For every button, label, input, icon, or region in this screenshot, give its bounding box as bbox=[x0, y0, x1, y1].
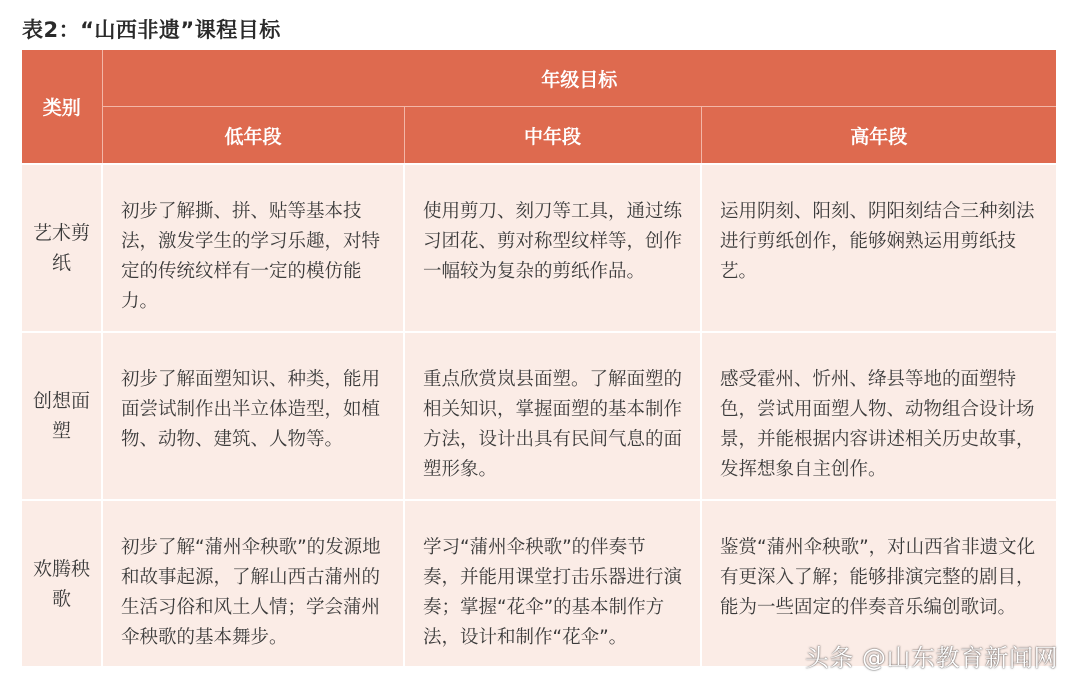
course-goals-table bbox=[22, 50, 1056, 667]
table-row bbox=[22, 164, 1056, 332]
row-category-dough-sculpture: 创想面塑 bbox=[22, 332, 102, 500]
row-category-paper-cutting: 艺术剪纸 bbox=[22, 164, 102, 332]
column-header-middle: 中年段 bbox=[404, 107, 701, 165]
column-header-low: 低年段 bbox=[102, 107, 404, 165]
table-cell: 运用阴刻、阳刻、阴阳刻结合三种刻法进行剪纸创作，能够娴熟运用剪纸技艺。 bbox=[701, 164, 1056, 332]
source-watermark: 头条 @山东教育新闻网 bbox=[804, 644, 1058, 672]
table-cell: 学习“蒲州伞秧歌”的伴奏节奏，并能用课堂打击乐器进行演奏；掌握“花伞”的基本制作方法，设计和制作“花伞”。 bbox=[404, 500, 701, 666]
table-row bbox=[22, 332, 1056, 500]
table-cell: 鉴赏“蒲州伞秧歌”，对山西省非遗文化有更深入了解；能够排演完整的剧目，能为一些固定的伴奏音乐编创歌词。 bbox=[701, 500, 1056, 666]
table-cell: 重点欣赏岚县面塑。了解面塑的相关知识，掌握面塑的基本制作方法，设计出具有民间气息的面塑形象。 bbox=[404, 332, 701, 500]
table-cell: 使用剪刀、刻刀等工具，通过练习团花、剪对称型纹样等，创作一幅较为复杂的剪纸作品。 bbox=[404, 164, 701, 332]
grade-goals-header: 年级目标 bbox=[102, 50, 1056, 107]
table-caption: 表2：“山西非遗”课程目标 bbox=[22, 18, 281, 42]
category-header: 类别 bbox=[22, 50, 102, 164]
table-cell: 感受霍州、忻州、绛县等地的面塑特色，尝试用面塑人物、动物组合设计场景，并能根据内容讲述相关历史故事，发挥想象自主创作。 bbox=[701, 332, 1056, 500]
row-category-yangge: 欢腾秧歌 bbox=[22, 500, 102, 666]
table-cell: 初步了解“蒲州伞秧歌”的发源地和故事起源，了解山西古蒲州的生活习俗和风土人情；学会蒲州伞秧歌的基本舞步。 bbox=[102, 500, 404, 666]
column-header-high: 高年段 bbox=[701, 107, 1056, 165]
table-cell: 初步了解撕、拼、贴等基本技法，激发学生的学习乐趣，对特定的传统纹样有一定的模仿能力。 bbox=[102, 164, 404, 332]
table-cell: 初步了解面塑知识、种类，能用面尝试制作出半立体造型，如植物、动物、建筑、人物等。 bbox=[102, 332, 404, 500]
